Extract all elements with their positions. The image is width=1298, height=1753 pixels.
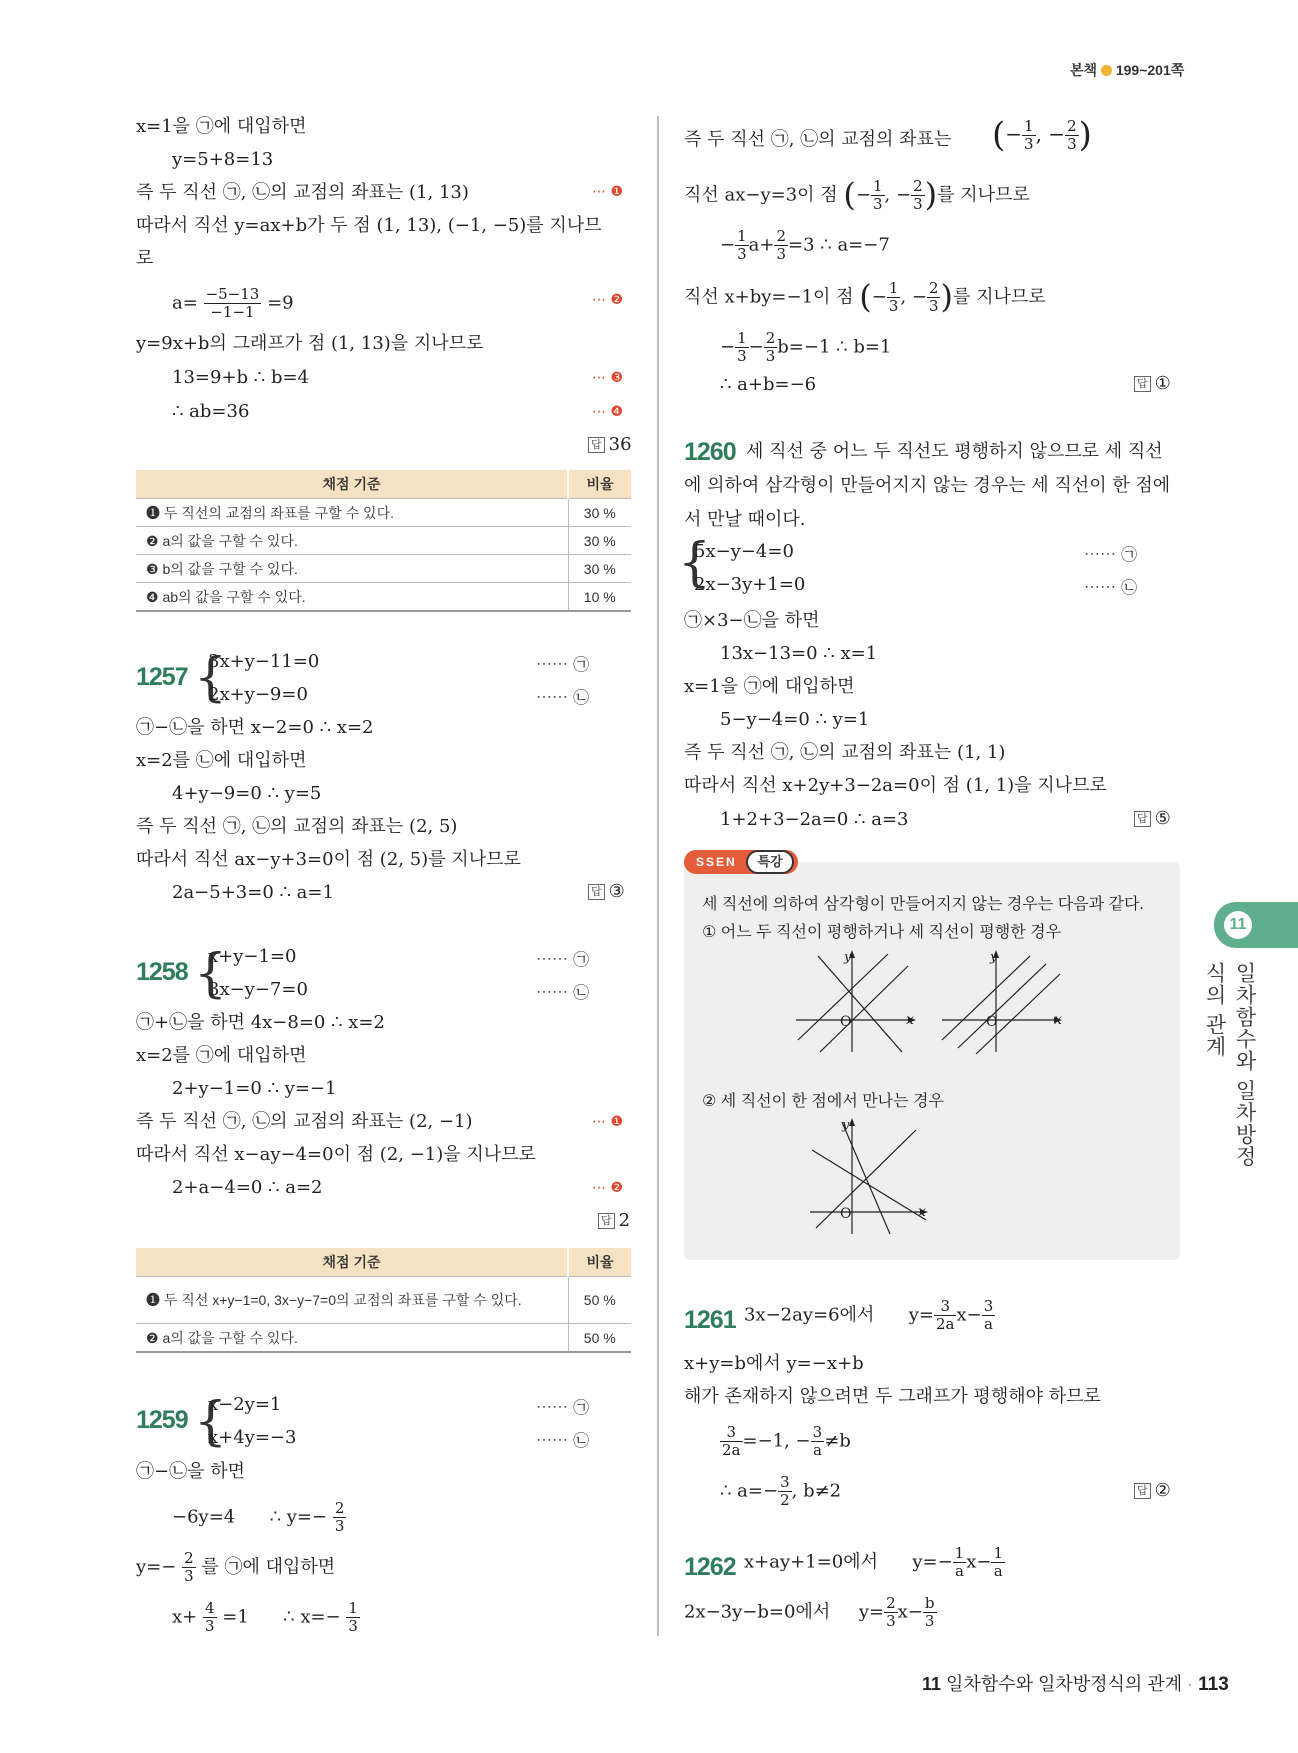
fraction [203, 1600, 217, 1635]
fraction [884, 1595, 898, 1630]
table-cell: ❶ 두 직선의 교점의 좌표를 구할 수 있다. [136, 499, 568, 527]
eq-part: =1 [222, 1606, 249, 1628]
ssen-badge [684, 850, 798, 874]
answer-icon: 답 [1134, 811, 1151, 827]
fraction [346, 1600, 360, 1635]
fraction [720, 1424, 743, 1459]
frac-num: 2 [765, 329, 776, 347]
table-cell: 30 % [568, 499, 631, 527]
text-line: x=1을 ㉠에 대입하면 [136, 116, 307, 137]
eq-part: ∴ x=− [283, 1606, 341, 1628]
eq-part: y= [858, 1601, 885, 1623]
system-eq: 5x−y−4=0 [694, 541, 794, 562]
step-mark: ⋯ ❹ [592, 404, 624, 420]
frac-num: 1 [348, 1599, 358, 1617]
frac-den: a [993, 1562, 1003, 1580]
graph-concurrent [806, 1116, 936, 1236]
text-line: ㉠+㉡을 하면 4x−8=0 ∴ x=2 [136, 1012, 385, 1033]
criteria-table-2 [136, 1248, 631, 1353]
text-line: 에 의하여 삼각형이 만들어지지 않는 경우는 세 직선이 한 점에 [684, 475, 1171, 496]
text-line: ∴ a+b=−6 [720, 374, 817, 395]
ssen-badge-text: SSEN [696, 855, 737, 869]
frac-den: 3 [1024, 135, 1034, 153]
frac-den: 2a [722, 1441, 741, 1459]
answer-1261 [1134, 1480, 1171, 1501]
system-eq: 2x−3y+1=0 [694, 574, 806, 595]
criteria-table-1 [136, 470, 631, 612]
fraction [764, 330, 778, 365]
answer-icon: 답 [588, 437, 605, 453]
eq-part: y=− [136, 1556, 177, 1578]
text-line: ∴ ab=36 [172, 401, 250, 422]
page-header [1070, 60, 1184, 80]
table-cell: 50 % [568, 1277, 631, 1324]
frac-num: 2 [334, 1499, 345, 1517]
problem-number: 1259 [136, 1406, 188, 1434]
equation-line [744, 1298, 995, 1333]
frac-num: 3 [934, 1298, 957, 1316]
table-row [136, 499, 631, 527]
origin-label: O [840, 1014, 852, 1030]
frac-den: 3 [924, 1612, 935, 1630]
ssen-text: ① 어느 두 직선이 평행하거나 세 직선이 평행한 경우 [702, 924, 1062, 941]
table-cell: ❶ 두 직선 x+y−1=0, 3x−y−7=0의 교점의 좌표를 구할 수 있다. [136, 1277, 568, 1324]
frac-den: 3 [334, 1517, 345, 1535]
eq-part: x+ay+1=0에서 [744, 1551, 878, 1573]
system-eq: 3x−y−7=0 [208, 979, 308, 1000]
fraction [923, 1595, 937, 1630]
text-line: 1+2+3−2a=0 ∴ a=3 [720, 809, 909, 830]
answer-value: ⑤ [1154, 808, 1171, 829]
eq-part: 직선 ax−y=3이 점 [684, 184, 838, 206]
page-footer [922, 1670, 1229, 1696]
eq-part: b=−1 ∴ b=1 [777, 336, 892, 358]
eq-part: =−1, − [742, 1430, 811, 1452]
footer-separator: · [1187, 1674, 1194, 1694]
problem-number: 1258 [136, 958, 188, 986]
text-line: 13x−13=0 ∴ x=1 [720, 643, 878, 664]
fraction [871, 178, 885, 213]
axis-x-label: x [918, 1204, 926, 1220]
frac-den: −1−1 [210, 303, 255, 321]
table-cell: ❷ a의 값을 구할 수 있다. [136, 1324, 568, 1353]
step-mark: ⋯ ❶ [592, 1114, 624, 1130]
equation-line [720, 1424, 851, 1459]
text-line: y=5+8=13 [172, 149, 274, 170]
frac-num: 3 [983, 1297, 994, 1315]
table-row [136, 583, 631, 612]
table-cell: ❷ a의 값을 구할 수 있다. [136, 527, 568, 555]
eq-part: =9 [267, 292, 294, 314]
frac-num: 1 [888, 279, 899, 297]
eq-tag: ⋯⋯ ㉡ [536, 688, 590, 707]
fraction [735, 330, 749, 365]
table-header: 비율 [568, 1248, 631, 1277]
fraction [934, 1298, 957, 1333]
text-line: 즉 두 직선 ㉠, ㉡의 교점의 좌표는 (1, 1) [684, 742, 1006, 763]
frac-num: 2 [1067, 117, 1077, 135]
eq-part: 를 지나므로 [952, 286, 1046, 308]
frac-den: 3 [886, 1612, 896, 1630]
text-line: ㉠−㉡을 하면 [136, 1461, 245, 1482]
text-line: 즉 두 직선 ㉠, ㉡의 교점의 좌표는 (2, 5) [136, 816, 458, 837]
origin-label: O [840, 1206, 852, 1222]
table-row [136, 1324, 631, 1353]
fraction [1022, 118, 1036, 153]
table-header: 채점 기준 [136, 470, 568, 499]
frac-den: 2a [935, 1315, 955, 1333]
eq-tag: ⋯⋯ ㉠ [536, 950, 590, 969]
eq-tag: ⋯⋯ ㉠ [536, 655, 590, 674]
frac-den: a [954, 1562, 964, 1580]
text-line: 2+y−1=0 ∴ y=−1 [172, 1078, 337, 1099]
page-number: 113 [1198, 1674, 1229, 1695]
fraction [887, 280, 901, 315]
eq-part: x− [966, 1551, 992, 1573]
frac-den: 3 [776, 245, 787, 263]
text-line: 따라서 직선 ax−y+3=0이 점 (2, 5)를 지나므로 [136, 849, 521, 870]
system-eq: 2x+y−9=0 [208, 684, 308, 705]
step-mark: ⋯ ❶ [592, 184, 624, 200]
frac-den: 3 [737, 347, 747, 365]
header-pages: 199~201쪽 [1115, 62, 1185, 78]
table-header: 채점 기준 [136, 1248, 568, 1277]
frac-num: −5−13 [205, 285, 260, 303]
answer-1257 [588, 881, 625, 902]
eq-part: x− [956, 1304, 982, 1326]
text-line: 해가 존재하지 않으려면 두 그래프가 평행해야 하므로 [684, 1386, 1101, 1407]
frac-den: 3 [765, 347, 776, 365]
text-line: 세 직선 중 어느 두 직선도 평행하지 않으므로 세 직선 [746, 441, 1163, 462]
brace: { [678, 533, 712, 593]
problem-number: 1260 [684, 438, 736, 466]
frac-den: 3 [737, 245, 747, 263]
text-line: 4+y−9=0 ∴ y=5 [172, 783, 322, 804]
text-line: 따라서 직선 x−ay−4=0이 점 (2, −1)을 지나므로 [136, 1144, 536, 1165]
problem-number: 1261 [684, 1306, 736, 1334]
equation-line [720, 1474, 841, 1509]
fraction [1065, 118, 1079, 153]
text-line: 13=9+b ∴ b=4 [172, 367, 309, 388]
system-eq: x+y−1=0 [208, 946, 297, 967]
eq-part: y=− [912, 1551, 953, 1573]
table-cell: 50 % [568, 1324, 631, 1353]
frac-den: 3 [872, 195, 883, 213]
fraction [204, 286, 262, 321]
eq-part: ≠b [824, 1430, 851, 1452]
fraction [182, 1550, 196, 1585]
table-cell: ❸ b의 값을 구할 수 있다. [136, 555, 568, 583]
answer-icon: 답 [588, 884, 605, 900]
ssen-text: ② 세 직선이 한 점에서 만나는 경우 [702, 1093, 944, 1110]
frac-den: 3 [928, 297, 939, 315]
eq-tag: ⋯⋯ ㉠ [536, 1398, 590, 1417]
frac-num: 1 [954, 1544, 965, 1562]
eq-part: x− [897, 1601, 923, 1623]
frac-num: 1 [993, 1544, 1003, 1562]
text-line: 서 만날 때이다. [684, 509, 806, 530]
answer-top [1134, 373, 1171, 394]
frac-den: a [812, 1441, 822, 1459]
fraction [982, 1298, 996, 1333]
equation-line: − $\frac{1}{3}$ a+ $\frac{2}{3}$ =3 ∴ a=−7 [720, 227, 890, 263]
frac-den: 3 [913, 195, 923, 213]
frac-den: 3 [204, 1617, 215, 1635]
text-line: 2+a−4=0 ∴ a=2 [172, 1177, 323, 1198]
answer-1260 [1134, 808, 1171, 829]
column-divider [657, 116, 659, 1636]
frac-num: 2 [776, 227, 787, 245]
answer-icon: 답 [598, 1213, 615, 1229]
table-cell: ❹ ab의 값을 구할 수 있다. [136, 583, 568, 612]
frac-num: 2 [913, 177, 923, 195]
brace: { [194, 1392, 228, 1452]
eq-tag: ⋯⋯ ㉡ [536, 1431, 590, 1450]
origin-label: O [986, 1014, 998, 1030]
header-dot-icon [1101, 65, 1112, 76]
fraction [991, 1545, 1005, 1580]
frac-num: 2 [928, 279, 939, 297]
eq-tag: ⋯⋯ ㉡ [1084, 578, 1138, 597]
header-book: 본책 [1070, 62, 1098, 78]
coordinate: (− $\frac{1}{3}$ , − $\frac{2}{3}$ ) [992, 115, 1092, 155]
answer-value: 2 [618, 1210, 631, 1231]
frac-num: 1 [737, 227, 747, 245]
frac-den: a [984, 1315, 993, 1333]
answer-value: ③ [608, 881, 625, 902]
table-cell: 30 % [568, 527, 631, 555]
text-line: ㉠−㉡을 하면 x−2=0 ∴ x=2 [136, 717, 374, 738]
eq-part: , b≠2 [791, 1480, 842, 1502]
fraction [333, 1500, 347, 1535]
text-line: 5−y−4=0 ∴ y=1 [720, 709, 870, 730]
frac-den: 3 [348, 1617, 358, 1635]
fraction [927, 280, 941, 315]
eq-part: ∴ y=− [269, 1506, 328, 1528]
frac-den: 2 [780, 1491, 790, 1509]
eq-part: 2x−3y−b=0에서 [684, 1601, 831, 1623]
text-line: x=2를 ㉠에 대입하면 [136, 1045, 307, 1066]
text-line: ㉠×3−㉡을 하면 [684, 610, 820, 631]
brace: { [194, 944, 228, 1004]
problem-number: 1262 [684, 1553, 736, 1581]
text-line: 따라서 직선 x+2y+3−2a=0이 점 (1, 1)을 지나므로 [684, 775, 1107, 796]
eq-part: a= [172, 292, 198, 314]
fraction [735, 228, 749, 263]
text-line: 즉 두 직선 ㉠, ㉡의 교점의 좌표는 (2, −1) [136, 1111, 473, 1132]
answer-1258 [598, 1210, 630, 1231]
answer-icon: 답 [1134, 1483, 1151, 1499]
eq-part: a+ [748, 234, 775, 256]
eq-part: 직선 x+by=−1이 점 [684, 286, 854, 308]
axis-x-label: x [1054, 1012, 1062, 1028]
fraction [911, 178, 925, 213]
axis-x-label: x [906, 1012, 914, 1028]
frac-den: 3 [184, 1567, 194, 1585]
answer-value: ② [1154, 1480, 1171, 1501]
eq-tag: ⋯⋯ ㉠ [1084, 545, 1138, 564]
footer-chapter-number: 11 [922, 1674, 942, 1694]
brace: { [194, 648, 228, 708]
eq-part: y= [908, 1304, 934, 1326]
footer-chapter-title: 일차함수와 일차방정식의 관계 [946, 1674, 1183, 1694]
text-line: 2a−5+3=0 ∴ a=1 [172, 882, 334, 903]
equation-line [744, 1545, 1005, 1580]
text-line: y=9x+b의 그래프가 점 (1, 13)을 지나므로 [136, 333, 484, 354]
answer-1256 [588, 434, 632, 455]
frac-num: 3 [720, 1424, 743, 1442]
eq-part: ∴ a=− [720, 1480, 779, 1502]
table-row [136, 527, 631, 555]
answer-value: 36 [608, 434, 632, 455]
table-cell: 10 % [568, 583, 631, 612]
eq-part: 3x−2ay=6에서 [744, 1304, 875, 1326]
frac-num: 2 [886, 1594, 896, 1612]
eq-part: 를 ㉠에 대입하면 [201, 1556, 336, 1578]
graph-parallel-two [790, 948, 920, 1058]
frac-num: 1 [737, 329, 747, 347]
frac-num: 2 [184, 1549, 194, 1567]
fraction [778, 1474, 792, 1509]
equation-line: 직선 ax−y=3이 점 (− $\frac{1}{3}$ , − $\frac{2}{3}$ )를 지나므로 [684, 175, 1030, 214]
step-mark: ⋯ ❷ [592, 292, 624, 308]
axis-y-label: y [844, 950, 852, 965]
text-line: 즉 두 직선 ㉠, ㉡의 교점의 좌표는 (1, 13) [136, 182, 469, 203]
frac-den: 3 [888, 297, 899, 315]
system-eq: 3x+y−11=0 [208, 651, 320, 672]
system-eq: x+4y=−3 [208, 1427, 297, 1448]
problem-number: 1257 [136, 663, 188, 691]
text-line: x=2를 ㉡에 대입하면 [136, 750, 307, 771]
equation-line: 직선 x+by=−1이 점 (− $\frac{1}{3}$ , − $\frac{2}{3}$ )를 지나므로 [684, 277, 1046, 316]
graph-parallel-three [938, 948, 1068, 1058]
equation-line [136, 1550, 335, 1585]
axis-y-label: y [842, 1118, 850, 1133]
eq-tag: ⋯⋯ ㉡ [536, 983, 590, 1002]
text-line: 따라서 직선 y=ax+b가 두 점 (1, 13), (−1, −5)를 지나므 [136, 215, 602, 236]
answer-icon: 답 [1134, 376, 1151, 392]
fraction [953, 1545, 967, 1580]
table-row [136, 1277, 631, 1324]
table-cell: 30 % [568, 555, 631, 583]
equation-line [684, 1595, 937, 1630]
frac-num: 1 [1024, 117, 1034, 135]
fraction [811, 1424, 825, 1459]
frac-num: b [924, 1594, 935, 1612]
frac-num: 3 [812, 1423, 823, 1441]
equation-line [172, 1500, 346, 1535]
eq-part: 를 지나므로 [937, 184, 1030, 206]
fraction [774, 228, 788, 263]
answer-value: ① [1154, 373, 1171, 394]
equation-line [172, 1600, 360, 1635]
equation-line [172, 286, 294, 321]
ssen-badge-label: 특강 [746, 850, 794, 874]
frac-num: 4 [204, 1599, 215, 1617]
text-line: x=1을 ㉠에 대입하면 [684, 676, 855, 697]
eq-part: =3 ∴ a=−7 [788, 234, 890, 256]
step-mark: ⋯ ❸ [592, 370, 624, 386]
text-line: 즉 두 직선 ㉠, ㉡의 교점의 좌표는 [684, 129, 952, 150]
eq-part: −6y=4 [172, 1506, 236, 1528]
step-mark: ⋯ ❷ [592, 1180, 624, 1196]
frac-den: 3 [1067, 135, 1077, 153]
equation-line: − $\frac{1}{3}$ − $\frac{2}{3}$ b=−1 ∴ b=1 [720, 329, 892, 365]
frac-num: 1 [872, 177, 883, 195]
frac-num: 3 [780, 1473, 790, 1491]
chapter-side-tab-title: 일차함수와 일차방정식의 관계 [1203, 962, 1257, 1168]
eq-part: x+ [172, 1606, 198, 1628]
system-eq: x−2y=1 [208, 1394, 282, 1415]
text-line: x+y=b에서 y=−x+b [684, 1353, 864, 1374]
axis-y-label: y [990, 950, 998, 965]
chapter-side-tab-number: 11 [1224, 911, 1252, 939]
ssen-text: 세 직선에 의하여 삼각형이 만들어지지 않는 경우는 다음과 같다. [702, 896, 1144, 913]
text-line: 로 [136, 248, 154, 269]
table-row [136, 555, 631, 583]
table-header: 비율 [568, 470, 631, 499]
